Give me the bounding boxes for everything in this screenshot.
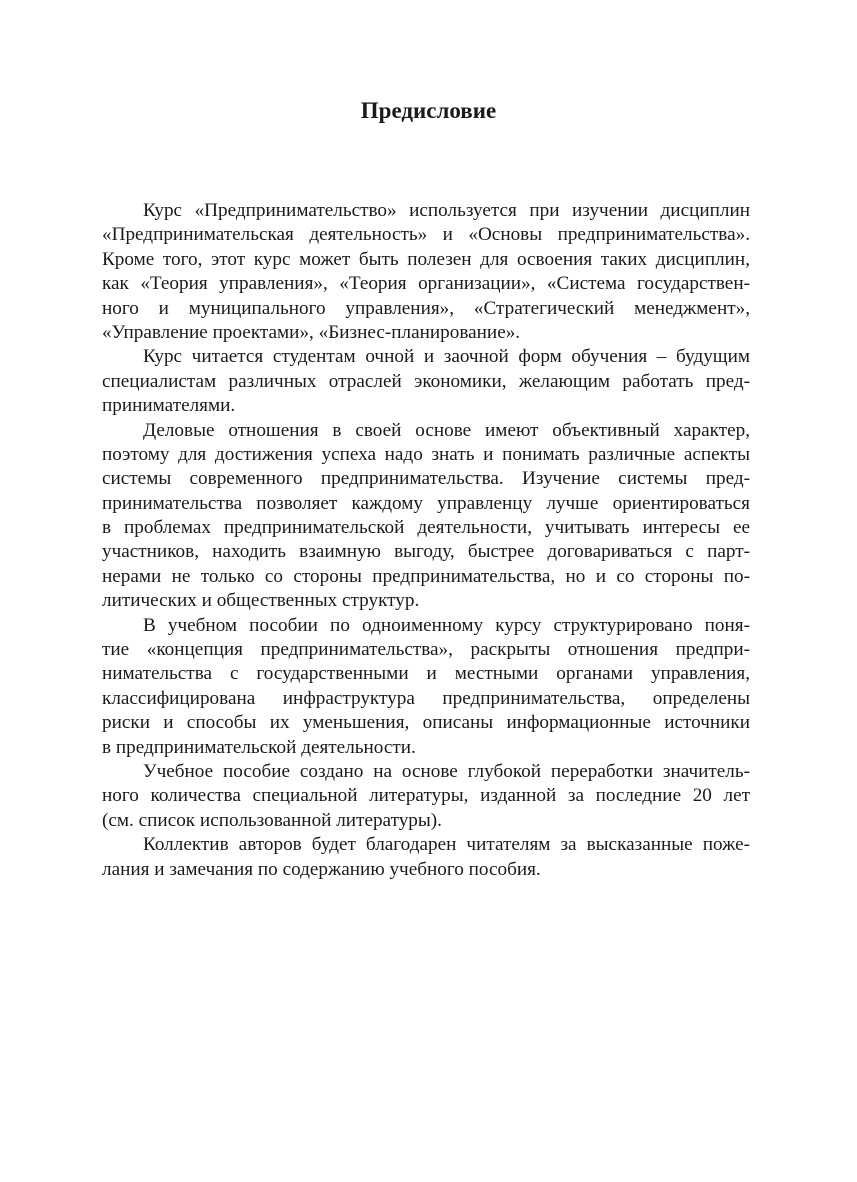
text-line: как «Теория управления», «Теория организации», «Система государствен- [102,273,750,295]
text-line: ного количества специальной литературы, изданной за последние 20 лет [102,785,750,807]
text-line: классифицирована инфраструктура предпринимательства, определены [102,687,750,709]
text-line: нерами не только со стороны предпринимательства, но и со стороны по- [102,565,750,587]
text-line: в предпринимательской деятельности. [102,736,416,758]
text-line: ного и муниципального управления», «Стратегический менеджмент», [102,297,750,319]
text-line: риски и способы их уменьшения, описаны информационные источники [102,712,750,734]
page-title: Предисловие [360,98,497,123]
text-line: поэтому для достижения успеха надо знать и понимать различные аспекты [102,443,750,465]
text-line: В учебном пособии по одноименному курсу структурировано поня- [143,614,750,636]
paragraph-3 [102,419,750,614]
text-line: Учебное пособие создано на основе глубокой переработки значитель- [143,760,750,782]
text-line: участников, находить взаимную выгоду, быстрее договариваться с парт- [102,541,750,563]
text-line: принимателями. [102,395,236,417]
preface-body [102,199,750,882]
text-line: Курс «Предпринимательство» используется при изучении дисциплин [143,200,750,221]
text-line: в проблемах предпринимательской деятельности, учитывать интересы ее [102,517,750,539]
text-line: лания и замечания по содержанию учебного пособия. [102,858,541,880]
text-line: «Предпринимательская деятельность» и «Основы предпринимательства». [102,224,750,246]
paragraph-5 [102,760,750,833]
text-line: нимательства с государственными и местными органами управления, [102,663,750,685]
text-line: Коллектив авторов будет благодарен читателям за высказанные поже- [143,834,750,856]
paragraph-6 [102,833,750,882]
text-line: специалистам различных отраслей экономики, желающим работать пред- [102,370,750,392]
text-line: (см. список использованной литературы). [102,809,442,831]
text-line: «Управление проектами», «Бизнес-планирование». [102,321,521,343]
text-line: Кроме того, этот курс может быть полезен для освоения таких дисциплин, [102,248,750,270]
text-line: литических и общественных структур. [102,590,420,612]
paragraph-4 [102,614,750,760]
text-line: системы современного предпринимательства. Изучение системы пред- [102,468,750,490]
text-line: Деловые отношения в своей основе имеют объективный характер, [143,419,750,441]
text-line: принимательства позволяет каждому управленцу лучше ориентироваться [102,492,750,514]
paragraph-2 [102,345,750,418]
text-line: тие «концепция предпринимательства», раскрыты отношения предпри- [102,639,750,661]
text-line: Курс читается студентам очной и заочной форм обучения – будущим [143,346,750,368]
paragraph-1 [102,199,750,345]
